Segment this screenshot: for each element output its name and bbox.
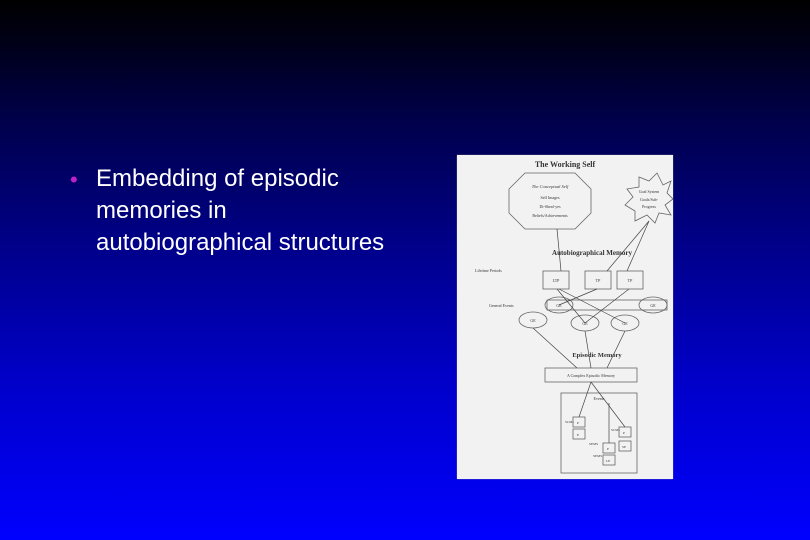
svg-text:GE: GE [582,321,588,326]
goal-system-label: Goal System [638,189,660,194]
svg-text:GE: GE [556,303,562,308]
svg-text:P: P [607,447,609,451]
svg-text:GE: GE [650,303,656,308]
svg-text:TP: TP [627,278,633,283]
bullet-text: Embedding of episodic memories in autobiographical structures [96,165,385,256]
diagram-svg [457,155,673,479]
autobiographical-memory-label: Autobiographical Memory [552,249,632,257]
svg-text:Beliefs/Achievements: Beliefs/Achievements [532,213,568,218]
svg-text:LTP: LTP [552,278,560,283]
conceptual-self-octagon [509,173,591,229]
svg-text:SEMS: SEMS [589,442,599,446]
conceptual-self-title: The Conceptual Self [531,184,569,189]
svg-text:TP: TP [595,278,601,283]
svg-text:SEMS: SEMS [593,454,603,458]
diagram-title: The Working Self [534,160,596,169]
svg-text:E: E [577,433,580,437]
bullet-item [70,163,400,259]
event-cell-5 [603,443,615,453]
svg-text:GE: GE [530,318,536,323]
bullet-marker: • [70,167,78,192]
svg-text:Self Images: Self Images [540,195,560,200]
events-label: Events [593,396,605,401]
episodic-memory-label: Episodic Memory [572,352,622,359]
ge-band [547,300,667,310]
svg-text:Goals/Sub-: Goals/Sub- [640,197,658,202]
svg-text:SCMs: SCMs [611,428,620,432]
complex-episodic-label: A Complex Episodic Memory [566,373,616,378]
event-cell-3 [619,427,631,437]
svg-text:SE: SE [622,445,627,449]
working-self-diagram [457,155,673,479]
event-cell-1 [573,417,585,427]
svg-text:LE: LE [606,459,611,463]
events-box [561,393,637,473]
svg-text:Di-Sheaf-yes: Di-Sheaf-yes [539,204,561,209]
svg-text:Progress: Progress [642,204,656,209]
general-events-label: General Events [489,303,514,308]
svg-text:SCMs: SCMs [565,420,574,424]
svg-text:GE: GE [622,321,628,326]
svg-text:P: P [623,431,625,435]
svg-text:P: P [577,421,579,425]
lifetime-periods-label: Lifetime Periods [475,268,502,273]
